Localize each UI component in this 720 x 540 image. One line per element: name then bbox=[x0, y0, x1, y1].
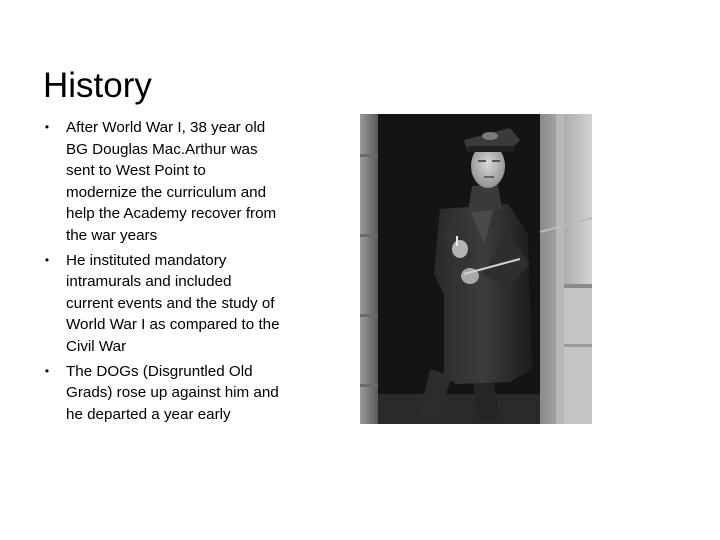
bullet-text: The DOGs (Disgruntled Old Grads) rose up against him and he departed a year early bbox=[66, 362, 279, 423]
photo-illustration bbox=[360, 114, 592, 424]
bullet-text: He instituted mandatory intramurals and included current events and the study of World War I as compared to the Civil War bbox=[66, 251, 280, 355]
bullet-item bbox=[40, 117, 280, 247]
slide-title: History bbox=[43, 66, 152, 105]
bullet-list bbox=[40, 117, 280, 428]
bullet-dot: • bbox=[44, 252, 50, 267]
bullet-item bbox=[40, 250, 280, 358]
bullet-item bbox=[40, 361, 280, 426]
bullet-dot: • bbox=[44, 120, 50, 134]
bullet-dot: • bbox=[44, 363, 50, 378]
bullet-text: After World War I, 38 year old BG Douglas Mac.Arthur was sent to West Point to modernize the curriculum and help the Academy recover from the war years bbox=[66, 119, 277, 244]
macarthur-photo bbox=[360, 114, 592, 424]
